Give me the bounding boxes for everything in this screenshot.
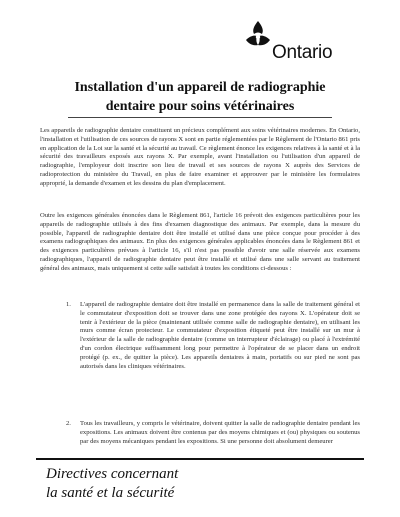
footer-series-title [46, 465, 178, 503]
title-divider [68, 117, 332, 118]
list-item-number: 1. [66, 301, 71, 308]
trillium-icon [242, 18, 274, 50]
title-line-2: dentaire pour soins vétérinaires [105, 99, 295, 114]
paragraph-intro: Les appareils de radiographie dentaire constituent un précieux complément aux soins vétérinaires modernes. En Ontario, l'installation et l'utilisation de ces sources de rayons X sont en partie réglementées par le Règlement de l'Ontario 861 pris en application de la Loi sur la santé et la sécurité au travail. Ce règlement énonce les exigences relatives à la santé et à la sécurité des travailleurs exposés aux rayons X. Par exemple, avant l'installation ou l'utilisation d'un appareil de radiographie, l'employeur doit inscrire son lieu de travail et ses sources de rayons X auprès des Services de radioprotection du ministère du Travail, en plus de faire examiner et approuver par le ministère les formulaires approprié, la demande d'examen et les dessins du plan d'emplacement. [40, 127, 360, 187]
list-item: L'appareil de radiographie dentaire doit être installé en permanence dans la salle de traitement général et le commutateur d'exposition doit se trouver dans une zone protégée des rayons X. L'opérateur doit se tenir à l'extérieur de la pièce (maintenant utilisée comme salle de radiographie dentaire), en utilisant les murs comme écran protecteur. Le commutateur d'exposition étiqueté peut être installé sur un mur à l'extérieur de la salle de radiographie dentaire (comme un interrupteur d'éclairage) ou placé à l'extrémité d'un cordon électrique suffisamment long pour permettre à l'opérateur de se placer dans un endroit protégé (p. ex., de quitter la pièce). Les appareils dentaires à main, portatifs ou sur pied ne sont pas autorisés dans les cliniques vétérinaires. [80, 301, 360, 370]
paragraph-requirements: Outre les exigences générales énoncées dans le Règlement 861, l'article 16 prévoit des exigences particulières pour les appareils de radiographie utilisés à des fins d'examen diagnostique des animaux. Par exemple, dans la mesure du possible, l'appareil de radiographie dentaire doit être installé et utilisé dans une pièce conçue pour procéder à des examens radiographiques des animaux. En plus des exigences générales applicables énoncées dans le Règlement 861 et des exigences particulières prévues à l'article 16, s'il n'est pas possible d'avoir une salle réservée aux examens radiographiques, l'appareil de radiographie dentaire peut être installé et utilisé dans une salle servant au traitement général des animaux, mais uniquement si cette salle satisfait à toutes les conditions ci-dessous : [40, 212, 360, 272]
ontario-logo [242, 18, 362, 64]
list-item: Tous les travailleurs, y compris le vétérinaire, doivent quitter la salle de radiographie dentaire pendant les expositions. Les animaux doivent être contenus par des moyens chimiques et (ou) physiques ou soutenus par des moyens mécaniques pendant les expositions. Si une personne doit absolument demeurer [80, 420, 360, 445]
list-item-number: 2. [66, 420, 71, 427]
document-title [40, 78, 360, 116]
title-line-1: Installation d'un appareil de radiographie [74, 80, 326, 95]
footer-line-1: Directives concernant [46, 466, 179, 482]
footer-divider [36, 458, 364, 460]
logo-text: Ontario [272, 42, 333, 63]
footer-line-2: la santé et la sécurité [46, 485, 175, 501]
